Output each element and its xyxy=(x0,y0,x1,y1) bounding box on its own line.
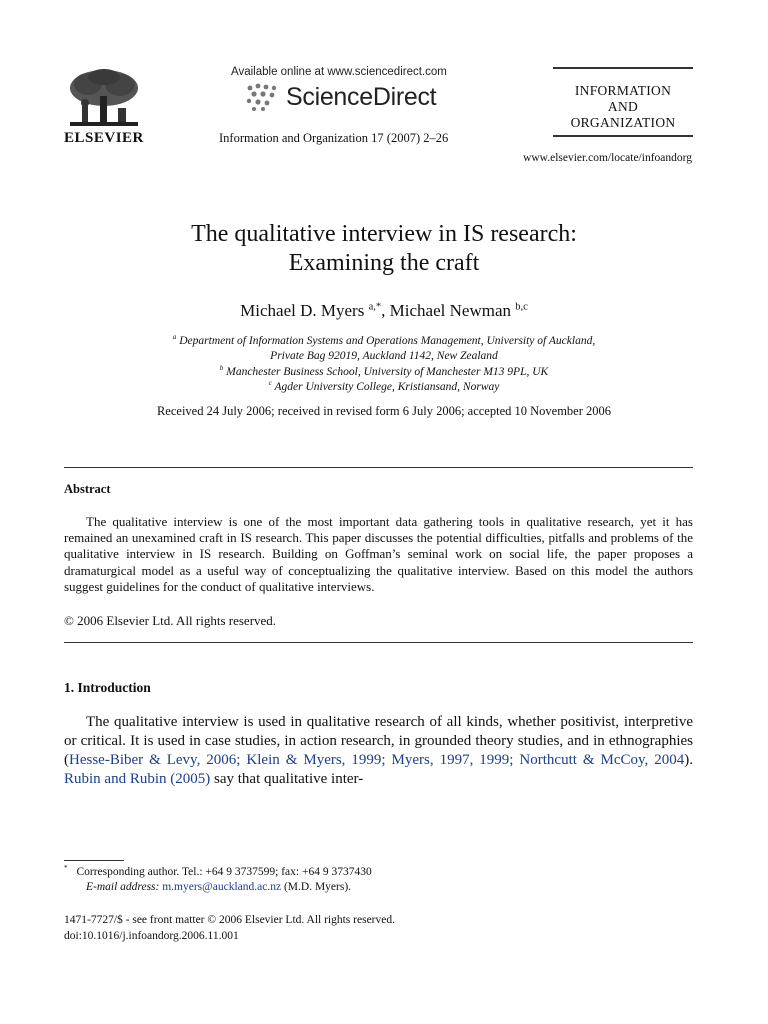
available-online-text: Available online at www.sciencedirect.com xyxy=(231,66,447,78)
affiliation-b xyxy=(0,366,768,378)
divider xyxy=(64,467,693,468)
section-heading: 1. Introduction xyxy=(64,680,151,695)
elsevier-tree-logo xyxy=(64,68,144,130)
author-affiliation-marker[interactable]: a,* xyxy=(368,301,382,313)
abstract-copyright: © 2006 Elsevier Ltd. All rights reserved. xyxy=(64,613,277,628)
footnote-marker: * xyxy=(64,864,68,873)
email-label: E-mail address: xyxy=(86,881,160,893)
journal-title-line: ORGANIZATION xyxy=(570,115,676,130)
affiliation-a xyxy=(0,335,768,347)
journal-url-link[interactable]: www.elsevier.com/locate/infoandorg xyxy=(523,152,692,164)
abstract-text: The qualitative interview is one of the most important data gathering tools in qualitative research, yet it has remained an unexamined craft in IS research. This paper discusses the potential difficulties, pitfalls and problems of the qualitative interview in IS research. Building on Goffman’s seminal work on social life, the paper proposes a dramaturgical model as a useful way of conceptualizing the qualitative interview. Based on this model the authors suggest guidelines for the conduct of qualitative interviews. xyxy=(64,514,693,594)
publisher-wordmark: ELSEVIER xyxy=(64,130,144,146)
issn-line: 1471-7727/$ - see front matter © 2006 Elsevier Ltd. All rights reserved. xyxy=(64,914,395,926)
affiliation-marker: b xyxy=(219,364,224,373)
author-name: Michael Newman xyxy=(389,301,511,320)
body-text: ). xyxy=(684,752,693,768)
affiliation-a-cont xyxy=(0,350,768,362)
affiliation-c xyxy=(0,381,768,393)
affiliation-marker: a xyxy=(172,333,177,342)
journal-title-line: AND xyxy=(607,99,639,114)
footnote-corresponding xyxy=(64,866,372,878)
citation-link[interactable]: Hesse-Biber & Levy, 2006; Klein & Myers, 1999; Myers, 1997, 1999; Northcutt & McCoy, 2004 xyxy=(69,752,685,768)
sciencedirect-wordmark: ScienceDirect xyxy=(286,83,437,111)
title-line: Examining the craft xyxy=(288,250,480,276)
author-separator: , xyxy=(381,301,390,320)
sciencedirect-dots-icon xyxy=(244,82,284,112)
abstract-heading: Abstract xyxy=(64,482,111,496)
received-dates: Received 24 July 2006; received in revised form 6 July 2006; accepted 10 November 2006 xyxy=(156,404,612,418)
body-text: say that qualitative inter- xyxy=(210,771,364,787)
email-link[interactable]: m.myers@auckland.ac.nz xyxy=(162,881,282,893)
affiliation-marker: c xyxy=(268,379,272,388)
author-list xyxy=(0,301,768,321)
affiliation-text: Agder University College, Kristiansand, Norway xyxy=(274,381,500,393)
title-line: The qualitative interview in IS research: xyxy=(191,221,577,247)
introduction-paragraph xyxy=(64,713,693,789)
affiliation-text: Private Bag 92019, Auckland 1142, New Zealand xyxy=(270,350,498,362)
affiliation-text: Manchester Business School, University of Manchester M13 9PL, UK xyxy=(226,366,549,378)
footnote-email xyxy=(86,881,351,893)
body-text: The qualitative interview is used in qualitative research of all kinds, whether positivist, interpretive or critical. It is used in case studies, in action research, in grounded theory studies, and in ethnographies ( xyxy=(64,714,693,768)
divider xyxy=(64,642,693,643)
affiliation-text: Department of Information Systems and Operations Management, University of Auckland, xyxy=(179,335,596,347)
footnote-text: Corresponding author. Tel.: +64 9 3737599; fax: +64 9 3737430 xyxy=(76,866,372,878)
email-suffix: (M.D. Myers). xyxy=(281,881,352,893)
author-affiliation-marker[interactable]: b,c xyxy=(515,301,528,313)
article-title xyxy=(0,220,768,278)
journal-citation: Information and Organization 17 (2007) 2–26 xyxy=(219,131,449,145)
citation-link[interactable]: Rubin and Rubin (2005) xyxy=(64,771,211,787)
footnote-divider xyxy=(64,860,124,861)
author-name: Michael D. Myers xyxy=(240,301,365,320)
journal-title-box xyxy=(553,67,693,137)
doi-line[interactable]: doi:10.1016/j.infoandorg.2006.11.001 xyxy=(64,930,239,942)
journal-title-line: INFORMATION xyxy=(574,83,672,98)
